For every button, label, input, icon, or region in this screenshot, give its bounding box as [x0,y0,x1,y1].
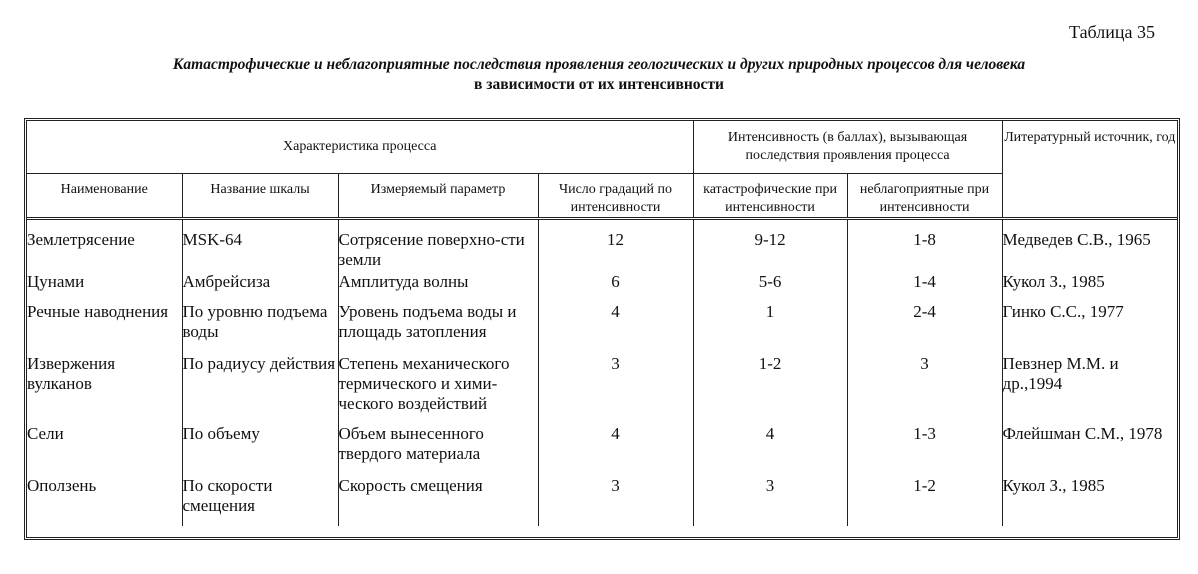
table-row [27,272,1177,302]
cell-parameter: Степень механического термического и хими-ческого воздействий [338,354,538,424]
table-row [27,220,1177,272]
cell-unfavorable: 2-4 [847,302,1002,354]
cell-catastrophic: 3 [693,476,847,526]
header-scale: Название шкалы [182,174,338,219]
cell-parameter: Уровень подъема воды и площадь затопления [338,302,538,354]
cell-source: Медведев С.В., 1965 [1002,230,1151,249]
cell-source: Певзнер М.М. и др.,1994 [1002,354,1119,393]
cell-unfavorable: 1-8 [847,220,1002,272]
header-gradations: Число градаций по интенсивности [538,174,693,219]
header-parameter: Измеряемый параметр [338,174,538,219]
cell-name: Речные наводнения [27,302,182,354]
cell-catastrophic: 4 [693,424,847,476]
cell-scale: По объему [182,424,338,476]
cell-scale: Амбрейсиза [182,272,338,302]
cell-catastrophic: 1-2 [693,354,847,424]
cell-scale: По радиусу действия [182,354,338,424]
data-table [27,121,1177,526]
cell-gradations: 4 [538,424,693,476]
cell-unfavorable: 3 [847,354,1002,424]
cell-source: Гинко С.С., 1977 [1002,302,1124,321]
table-number: Таблица 35 [1069,22,1155,42]
cell-gradations: 6 [538,272,693,302]
table-title [40,55,1158,95]
header-unfavorable: неблагоприятные при интенсивности [847,174,1002,219]
cell-catastrophic: 1 [693,302,847,354]
header-catastrophic: катастрофические при интенсивности [693,174,847,219]
table-row [27,424,1177,476]
cell-unfavorable: 1-3 [847,424,1002,476]
cell-unfavorable: 1-2 [847,476,1002,526]
title-line-1: Катастрофические и неблагоприятные последствия проявления геологических и других природных процессов для человека [172,56,1026,73]
cell-scale: По скорости смещения [182,476,338,526]
cell-scale: MSK-64 [182,220,338,272]
header-row-1 [27,121,1177,174]
cell-name: Оползень [27,476,182,526]
cell-catastrophic: 9-12 [693,220,847,272]
cell-gradations: 4 [538,302,693,354]
cell-name: Цунами [27,272,182,302]
cell-unfavorable: 1-4 [847,272,1002,302]
cell-source: Кукол З., 1985 [1002,272,1105,291]
cell-parameter: Сотрясение поверхно-сти земли [338,220,538,272]
cell-scale: По уровню подъема воды [182,302,338,354]
header-literature: Литературный источник, год [1004,130,1176,145]
cell-source: Флейшман С.М., 1978 [1002,424,1163,443]
cell-source: Кукол З., 1985 [1002,476,1105,495]
table-row [27,354,1177,424]
table-row [27,302,1177,354]
cell-name: Извержения вулканов [27,354,182,424]
header-process-group: Характеристика процесса [27,121,693,174]
header-name: Наименование [27,174,182,219]
cell-parameter: Объем вынесенного твердого материала [338,424,538,476]
cell-name: Сели [27,424,182,476]
cell-parameter: Амплитуда волны [338,272,538,302]
cell-catastrophic: 5-6 [693,272,847,302]
header-intensity-group: Интенсивность (в баллах), вызывающая последствия проявления процесса [693,121,1002,174]
table-row [27,476,1177,526]
cell-name: Землетрясение [27,220,182,272]
title-line-2: в зависимости от их интенсивности [474,76,724,93]
cell-gradations: 12 [538,220,693,272]
cell-gradations: 3 [538,354,693,424]
cell-parameter: Скорость смещения [338,476,538,526]
cell-gradations: 3 [538,476,693,526]
